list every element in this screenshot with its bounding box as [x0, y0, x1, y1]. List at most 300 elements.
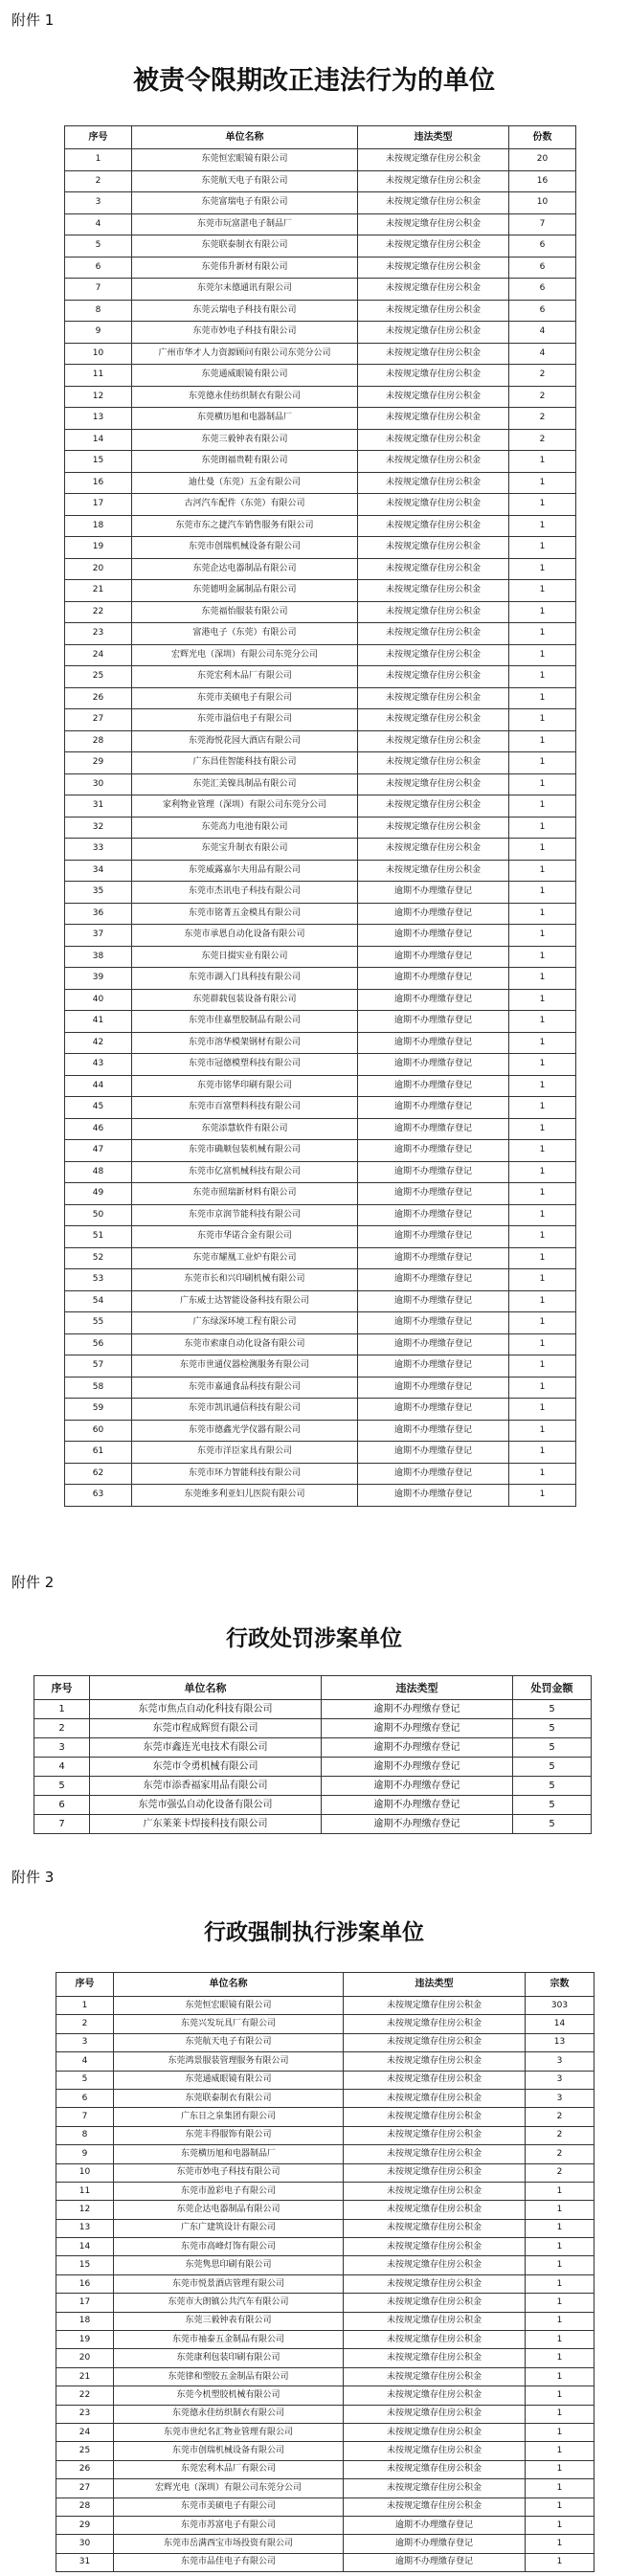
column-header: 序号 — [34, 1676, 90, 1700]
table-cell: 56 — [65, 1333, 132, 1355]
table-row — [34, 1758, 592, 1777]
table-cell: 东莞市华诺合金有限公司 — [132, 1226, 358, 1248]
table-row — [65, 730, 576, 752]
table-cell: 未按规定缴存住房公积金 — [358, 537, 509, 559]
table-cell: 50 — [65, 1204, 132, 1226]
table-row — [56, 2516, 594, 2534]
table-cell: 1 — [509, 623, 576, 645]
table-row — [65, 1355, 576, 1378]
table-cell: 东莞市鑫连光电技术有限公司 — [90, 1738, 322, 1758]
table-cell: 37 — [65, 925, 132, 947]
table-cell: 28 — [56, 2498, 114, 2516]
table-cell: 东莞市高峰灯饰有限公司 — [114, 2238, 344, 2256]
table-header-row — [65, 126, 576, 149]
table-cell: 7 — [56, 2108, 114, 2126]
table-row — [65, 558, 576, 580]
table-cell: 古河汽车配件（东莞）有限公司 — [132, 494, 358, 516]
table-cell: 东莞市环力智能科技有限公司 — [132, 1463, 358, 1485]
table-cell: 东莞市大朗镇公共汽车有限公司 — [114, 2294, 344, 2312]
table-row — [65, 343, 576, 365]
table-row — [65, 386, 576, 408]
table-cell: 逾期不办理缴存登记 — [358, 1355, 509, 1378]
table-cell: 1 — [65, 149, 132, 171]
table-cell: 逾期不办理缴存登记 — [322, 1815, 513, 1834]
table-row — [65, 580, 576, 602]
table-cell: 东莞通威眼镜有限公司 — [132, 365, 358, 387]
table-cell: 东莞添慧软件有限公司 — [132, 1118, 358, 1140]
column-header: 序号 — [65, 126, 132, 149]
table-cell: 未按规定缴存住房公积金 — [358, 839, 509, 861]
table-cell: 6 — [509, 257, 576, 279]
table-cell: 未按规定缴存住房公积金 — [358, 666, 509, 688]
table-row — [65, 279, 576, 301]
table-cell: 17 — [65, 494, 132, 516]
table-cell: 7 — [509, 213, 576, 235]
table-row — [56, 2108, 594, 2126]
table-cell: 10 — [509, 192, 576, 214]
table-cell: 3 — [56, 2033, 114, 2051]
table-cell: 逾期不办理缴存登记 — [344, 2535, 526, 2553]
table-row — [34, 1719, 592, 1738]
table-cell: 1 — [509, 1075, 576, 1097]
table-row — [65, 192, 576, 214]
table-cell: 6 — [56, 2089, 114, 2107]
table-cell: 54 — [65, 1290, 132, 1312]
table-cell: 6 — [509, 279, 576, 301]
table-row — [65, 989, 576, 1011]
table-cell: 1 — [509, 752, 576, 774]
table-cell: 逾期不办理缴存登记 — [322, 1796, 513, 1815]
table-cell: 未按规定缴存住房公积金 — [344, 2052, 526, 2071]
table-cell: 32 — [65, 817, 132, 839]
table-cell: 未按规定缴存住房公积金 — [358, 687, 509, 709]
table-cell: 5 — [513, 1796, 592, 1815]
table-cell: 东莞市袖泰五金制品有限公司 — [114, 2331, 344, 2349]
table-cell: 9 — [56, 2145, 114, 2163]
table-cell: 58 — [65, 1377, 132, 1399]
table-cell: 45 — [65, 1097, 132, 1119]
table-cell: 东莞隽思印刷有限公司 — [114, 2256, 344, 2274]
table-cell: 10 — [65, 343, 132, 365]
table-cell: 1 — [509, 1290, 576, 1312]
table-cell: 1 — [34, 1700, 90, 1719]
table-cell: 未按规定缴存住房公积金 — [344, 2256, 526, 2274]
table-cell: 东莞市强弘自动化设备有限公司 — [90, 1796, 322, 1815]
table-cell: 未按规定缴存住房公积金 — [358, 170, 509, 192]
table-cell: 5 — [513, 1719, 592, 1738]
table-cell: 16 — [56, 2274, 114, 2293]
table-cell: 19 — [65, 537, 132, 559]
table-row — [65, 1011, 576, 1033]
table-cell: 1 — [509, 882, 576, 904]
table-cell: 22 — [56, 2386, 114, 2405]
table-cell: 未按规定缴存住房公积金 — [358, 773, 509, 795]
table-row — [65, 925, 576, 947]
table-row — [56, 2089, 594, 2107]
table-row — [34, 1815, 592, 1834]
table-cell: 东莞宏利木品厂有限公司 — [114, 2460, 344, 2478]
table-cell: 4 — [65, 213, 132, 235]
table-cell: 1 — [526, 2442, 594, 2460]
table-row — [65, 752, 576, 774]
table-cell: 13 — [56, 2219, 114, 2237]
table-cell: 11 — [56, 2182, 114, 2200]
table-cell: 东莞市品佳电子有限公司 — [114, 2553, 344, 2571]
table-cell: 1 — [509, 537, 576, 559]
table-cell: 26 — [65, 687, 132, 709]
table-cell: 未按规定缴存住房公积金 — [344, 2274, 526, 2293]
column-header: 违法类型 — [344, 1973, 526, 1997]
table-cell: 52 — [65, 1247, 132, 1269]
table-cell: 49 — [65, 1183, 132, 1205]
table-cell: 东莞市岳满西宝市场投资有限公司 — [114, 2535, 344, 2553]
table-cell: 1 — [509, 1226, 576, 1248]
table-cell: 1 — [509, 1377, 576, 1399]
table-row — [56, 1997, 594, 2015]
table-cell: 东莞市凯讯通信科技有限公司 — [132, 1399, 358, 1421]
table-cell: 1 — [526, 2201, 594, 2219]
column-header: 份数 — [509, 126, 576, 149]
table-cell: 61 — [65, 1442, 132, 1464]
table-cell: 2 — [509, 408, 576, 430]
table-cell: 宏辉光电（深圳）有限公司东莞分公司 — [132, 644, 358, 666]
table-cell: 未按规定缴存住房公积金 — [358, 408, 509, 430]
table-cell: 广东绿深环境工程有限公司 — [132, 1312, 358, 1334]
table-cell: 未按规定缴存住房公积金 — [358, 213, 509, 235]
table-cell: 东莞市长和兴印刷机械有限公司 — [132, 1269, 358, 1291]
table-cell: 1 — [526, 2386, 594, 2405]
table-cell: 东莞市德鑫光学仪器有限公司 — [132, 1420, 358, 1442]
table-cell: 东莞市妙电子科技有限公司 — [132, 322, 358, 344]
table-cell: 广州市华才人力资源顾问有限公司东莞分公司 — [132, 343, 358, 365]
table-cell: 303 — [526, 1997, 594, 2015]
table-cell: 东莞海悦花园大酒店有限公司 — [132, 730, 358, 752]
table-cell: 1 — [526, 2367, 594, 2386]
attachment-3-title: 行政强制执行涉案单位 — [204, 1919, 424, 1945]
column-header: 单位名称 — [114, 1973, 344, 1997]
table-cell: 东莞航天电子有限公司 — [132, 170, 358, 192]
table-cell: 东莞云瑞电子科技有限公司 — [132, 300, 358, 322]
table-row — [65, 1290, 576, 1312]
table-cell: 东莞汇美镍具制品有限公司 — [132, 773, 358, 795]
table-cell: 13 — [526, 2033, 594, 2051]
table-cell: 逾期不办理缴存登记 — [322, 1719, 513, 1738]
table-cell: 38 — [65, 946, 132, 968]
table-cell: 未按规定缴存住房公积金 — [344, 2460, 526, 2478]
table-row — [56, 2033, 594, 2051]
table-row — [65, 1226, 576, 1248]
attachment-3-table — [56, 1972, 594, 2572]
table-cell: 东莞市世纪名汇物业管理有限公司 — [114, 2423, 344, 2441]
table-row — [65, 1183, 576, 1205]
table-cell: 逾期不办理缴存登记 — [358, 1097, 509, 1119]
table-cell: 5 — [513, 1777, 592, 1796]
table-cell: 47 — [65, 1140, 132, 1162]
table-cell: 未按规定缴存住房公积金 — [358, 644, 509, 666]
table-cell: 未按规定缴存住房公积金 — [344, 2386, 526, 2405]
table-cell: 东莞市盈彩电子有限公司 — [114, 2182, 344, 2200]
table-cell: 逾期不办理缴存登记 — [358, 1290, 509, 1312]
table-cell: 41 — [65, 1011, 132, 1033]
table-cell: 1 — [509, 644, 576, 666]
table-row — [65, 1269, 576, 1291]
table-cell: 未按规定缴存住房公积金 — [344, 2033, 526, 2051]
table-row — [56, 2052, 594, 2071]
table-cell: 未按规定缴存住房公积金 — [358, 623, 509, 645]
table-row — [56, 2201, 594, 2219]
table-cell: 1 — [509, 1399, 576, 1421]
table-cell: 未按规定缴存住房公积金 — [344, 2182, 526, 2200]
table-cell: 5 — [513, 1738, 592, 1758]
table-row — [65, 795, 576, 818]
table-row — [65, 1442, 576, 1464]
table-cell: 1 — [509, 839, 576, 861]
table-cell: 3 — [526, 2071, 594, 2089]
table-cell: 东莞市玩富湛电子制品厂 — [132, 213, 358, 235]
table-cell: 未按规定缴存住房公积金 — [344, 2479, 526, 2498]
table-cell: 迪仕曼（东莞）五金有限公司 — [132, 472, 358, 494]
table-cell: 7 — [65, 279, 132, 301]
table-cell: 未按规定缴存住房公积金 — [358, 429, 509, 451]
table-cell: 东莞富瑞电子有限公司 — [132, 192, 358, 214]
table-row — [56, 2423, 594, 2441]
table-cell: 东莞福怡服装有限公司 — [132, 601, 358, 623]
table-row — [56, 2163, 594, 2182]
table-row — [65, 472, 576, 494]
table-row — [56, 2219, 594, 2237]
table-cell: 12 — [56, 2201, 114, 2219]
table-row — [65, 968, 576, 990]
table-cell: 12 — [65, 386, 132, 408]
table-cell: 27 — [65, 709, 132, 731]
table-row — [56, 2256, 594, 2274]
table-cell: 东莞市洋臣家具有限公司 — [132, 1442, 358, 1464]
table-cell: 30 — [56, 2535, 114, 2553]
table-cell: 东莞市妙电子科技有限公司 — [114, 2163, 344, 2182]
table-row — [65, 537, 576, 559]
table-cell: 53 — [65, 1269, 132, 1291]
table-cell: 14 — [65, 429, 132, 451]
table-cell: 5 — [65, 235, 132, 258]
column-header: 处罚金额 — [513, 1676, 592, 1700]
table-cell: 逾期不办理缴存登记 — [358, 946, 509, 968]
table-cell: 33 — [65, 839, 132, 861]
table-cell: 2 — [34, 1719, 90, 1738]
table-cell: 广东威士达智能设备科技有限公司 — [132, 1290, 358, 1312]
table-cell: 东莞联泰制衣有限公司 — [132, 235, 358, 258]
table-cell: 1 — [509, 946, 576, 968]
table-cell: 未按规定缴存住房公积金 — [358, 709, 509, 731]
table-cell: 东莞市创瑞机械设备有限公司 — [132, 537, 358, 559]
table-cell: 东莞市溶华模架钢材有限公司 — [132, 1032, 358, 1054]
table-row — [65, 666, 576, 688]
table-cell: 未按规定缴存住房公积金 — [358, 730, 509, 752]
table-row — [56, 2238, 594, 2256]
table-cell: 东莞三毅钟表有限公司 — [114, 2312, 344, 2330]
table-cell: 东莞恒宏眼镜有限公司 — [132, 149, 358, 171]
table-cell: 1 — [526, 2182, 594, 2200]
table-cell: 4 — [509, 322, 576, 344]
table-row — [65, 1463, 576, 1485]
table-cell: 未按规定缴存住房公积金 — [358, 515, 509, 537]
table-cell: 2 — [65, 170, 132, 192]
table-cell: 1 — [509, 1333, 576, 1355]
table-cell: 逾期不办理缴存登记 — [358, 1140, 509, 1162]
table-cell: 6 — [65, 257, 132, 279]
table-cell: 1 — [509, 666, 576, 688]
table-row — [65, 515, 576, 537]
column-header: 序号 — [56, 1973, 114, 1997]
table-cell: 1 — [526, 2238, 594, 2256]
table-cell: 未按规定缴存住房公积金 — [344, 2294, 526, 2312]
table-cell: 未按规定缴存住房公积金 — [358, 580, 509, 602]
table-cell: 1 — [509, 1355, 576, 1378]
table-cell: 23 — [56, 2405, 114, 2423]
table-cell: 东莞市嘉通食品科技有限公司 — [132, 1377, 358, 1399]
table-cell: 东莞市佳嘉塑胶制品有限公司 — [132, 1011, 358, 1033]
table-row — [65, 860, 576, 882]
table-cell: 1 — [526, 2294, 594, 2312]
table-cell: 15 — [65, 451, 132, 473]
table-cell: 东莞今机塑胶机械有限公司 — [114, 2386, 344, 2405]
attachment-2-table — [34, 1675, 592, 1834]
column-header: 违法类型 — [358, 126, 509, 149]
table-cell: 1 — [509, 1118, 576, 1140]
table-cell: 2 — [526, 2163, 594, 2182]
table-cell: 1 — [526, 2405, 594, 2423]
table-cell: 逾期不办理缴存登记 — [358, 1075, 509, 1097]
attachment-2-label: 附件 2 — [11, 1574, 55, 1591]
table-cell: 1 — [509, 1054, 576, 1076]
table-cell: 未按规定缴存住房公积金 — [358, 386, 509, 408]
table-cell: 1 — [509, 1097, 576, 1119]
table-cell: 东莞市杰讯电子科技有限公司 — [132, 882, 358, 904]
table-cell: 1 — [509, 1463, 576, 1485]
table-cell: 东莞律和塑胶五金制品有限公司 — [114, 2367, 344, 2386]
table-cell: 5 — [513, 1758, 592, 1777]
table-cell: 未按规定缴存住房公积金 — [344, 2163, 526, 2182]
table-cell: 未按规定缴存住房公积金 — [358, 601, 509, 623]
table-row — [56, 2294, 594, 2312]
table-row — [56, 2479, 594, 2498]
table-cell: 逾期不办理缴存登记 — [358, 1333, 509, 1355]
table-cell: 逾期不办理缴存登记 — [322, 1758, 513, 1777]
table-cell: 未按规定缴存住房公积金 — [358, 322, 509, 344]
table-cell: 逾期不办理缴存登记 — [358, 882, 509, 904]
table-row — [65, 170, 576, 192]
table-cell: 逾期不办理缴存登记 — [358, 1399, 509, 1421]
table-row — [56, 2312, 594, 2330]
table-cell: 3 — [65, 192, 132, 214]
table-cell: 东莞三毅钟表有限公司 — [132, 429, 358, 451]
table-cell: 逾期不办理缴存登记 — [322, 1777, 513, 1796]
table-cell: 2 — [526, 2145, 594, 2163]
attachment-2-title: 行政处罚涉案单位 — [226, 1625, 402, 1651]
table-cell: 未按规定缴存住房公积金 — [358, 752, 509, 774]
table-cell: 未按规定缴存住房公积金 — [358, 494, 509, 516]
attachment-1-label: 附件 1 — [11, 11, 55, 29]
table-cell: 1 — [56, 1997, 114, 2015]
table-cell: 24 — [56, 2423, 114, 2441]
table-row — [65, 1032, 576, 1054]
table-row — [65, 365, 576, 387]
table-cell: 1 — [509, 515, 576, 537]
table-cell: 18 — [65, 515, 132, 537]
table-row — [65, 322, 576, 344]
table-cell: 逾期不办理缴存登记 — [358, 1485, 509, 1507]
table-row — [34, 1796, 592, 1815]
table-cell: 逾期不办理缴存登记 — [358, 1463, 509, 1485]
table-cell: 1 — [509, 1485, 576, 1507]
table-cell: 1 — [509, 968, 576, 990]
table-cell: 10 — [56, 2163, 114, 2182]
table-cell: 逾期不办理缴存登记 — [358, 1204, 509, 1226]
table-cell: 未按规定缴存住房公积金 — [344, 1997, 526, 2015]
table-cell: 1 — [509, 903, 576, 925]
table-cell: 东莞市冠德模塑科技有限公司 — [132, 1054, 358, 1076]
table-cell: 东莞德永佳纺织制衣有限公司 — [132, 386, 358, 408]
table-cell: 东莞市铭菁五金模具有限公司 — [132, 903, 358, 925]
table-cell: 东莞企达电器制品有限公司 — [132, 558, 358, 580]
table-cell: 3 — [34, 1738, 90, 1758]
table-cell: 逾期不办理缴存登记 — [358, 1032, 509, 1054]
table-row — [65, 235, 576, 258]
table-cell: 24 — [65, 644, 132, 666]
table-cell: 5 — [513, 1815, 592, 1834]
table-cell: 21 — [65, 580, 132, 602]
table-cell: 1 — [509, 1442, 576, 1464]
table-cell: 1 — [509, 860, 576, 882]
table-cell: 东莞市亿富机械科技有限公司 — [132, 1161, 358, 1183]
table-cell: 2 — [526, 2126, 594, 2144]
table-cell: 4 — [34, 1758, 90, 1777]
table-row — [65, 1118, 576, 1140]
table-cell: 广东广建筑设计有限公司 — [114, 2219, 344, 2237]
table-cell: 未按规定缴存住房公积金 — [344, 2442, 526, 2460]
table-cell: 1 — [509, 1420, 576, 1442]
table-header-row — [56, 1973, 594, 1997]
table-cell: 62 — [65, 1463, 132, 1485]
table-cell: 东莞市承恩自动化设备有限公司 — [132, 925, 358, 947]
table-cell: 26 — [56, 2460, 114, 2478]
table-row — [56, 2274, 594, 2293]
column-header: 违法类型 — [322, 1676, 513, 1700]
table-cell: 未按规定缴存住房公积金 — [358, 558, 509, 580]
table-cell: 逾期不办理缴存登记 — [344, 2553, 526, 2571]
table-cell: 25 — [56, 2442, 114, 2460]
table-cell: 逾期不办理缴存登记 — [358, 1420, 509, 1442]
table-cell: 未按规定缴存住房公积金 — [358, 795, 509, 818]
table-cell: 未按规定缴存住房公积金 — [358, 472, 509, 494]
table-cell: 东莞市美硕电子有限公司 — [132, 687, 358, 709]
table-cell: 1 — [509, 1161, 576, 1183]
table-row — [65, 817, 576, 839]
table-cell: 东莞恒宏眼镜有限公司 — [114, 1997, 344, 2015]
table-cell: 27 — [56, 2479, 114, 2498]
table-row — [65, 257, 576, 279]
table-cell: 广东昌佳智能科技有限公司 — [132, 752, 358, 774]
table-cell: 4 — [509, 343, 576, 365]
table-cell: 35 — [65, 882, 132, 904]
table-row — [56, 2460, 594, 2478]
table-cell: 19 — [56, 2331, 114, 2349]
table-cell: 东莞市京润节能科技有限公司 — [132, 1204, 358, 1226]
table-cell: 46 — [65, 1118, 132, 1140]
table-cell: 11 — [65, 365, 132, 387]
table-cell: 逾期不办理缴存登记 — [358, 1226, 509, 1248]
table-cell: 逾期不办理缴存登记 — [358, 1269, 509, 1291]
table-row — [56, 2182, 594, 2200]
